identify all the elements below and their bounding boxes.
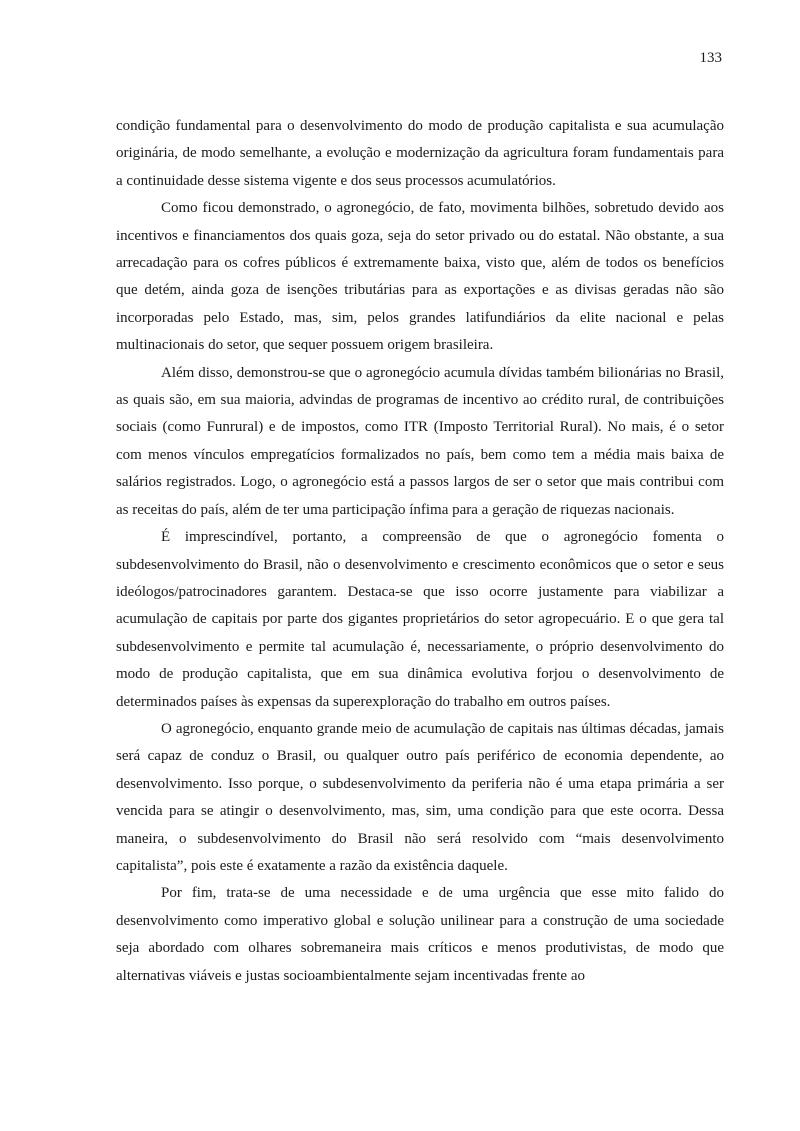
- paragraph-1: condição fundamental para o desenvolvimento do modo de produção capitalista e sua acumulação originária, de modo semelhante, a evolução e modernização da agricultura foram fundamentais para a continuidade desse sistema vigente e dos seus processos acumulatórios.: [116, 118, 724, 189]
- paragraph-4: É imprescindível, portanto, a compreensão de que o agronegócio fomenta o subdesenvolvimento do Brasil, não o desenvolvimento e crescimento econômicos que o setor e seus ideólogos/patrocinadores garantem. Destaca-se que isso ocorre justamente para viabilizar a acumulação de capitais por parte dos gigantes proprietários do setor agropecuário. E o que gera tal subdesenvolvimento e permite tal acumulação é, necessariamente, o próprio desenvolvimento do modo de produção capitalista, que em sua dinâmica evolutiva forjou o desenvolvimento de determinados países às expensas da superexploração do trabalho em outros países.: [116, 529, 724, 710]
- paragraph-3: Além disso, demonstrou-se que o agronegócio acumula dívidas também bilionárias no Brasil, as quais são, em sua maioria, advindas de programas de incentivo ao crédito rural, de contribuições sociais (como Funrural) e de impostos, como ITR (Imposto Territorial Rural). No mais, é o setor com menos vínculos empregatícios formalizados no país, bem como tem a média mais baixa de salários registrados. Logo, o agronegócio está a passos largos de ser o setor que mais contribui com as receitas do país, além de ter uma participação ínfima para a geração de riquezas nacionais.: [116, 364, 724, 518]
- page-number: 133: [699, 50, 722, 66]
- paragraph-2: Como ficou demonstrado, o agronegócio, de fato, movimenta bilhões, sobretudo devido aos incentivos e financiamentos dos quais goza, seja do setor privado ou do estatal. Não obstante, a sua arrecadação para os cofres públicos é extremamente baixa, visto que, além de todos os benefícios que detém, ainda goza de isenções tributárias para as exportações e as divisas geradas não são incorporadas pelo Estado, mas, sim, pelos grandes latifundiários da elite nacional e pelas multinacionais do setor, que sequer possuem origem brasileira.: [116, 200, 724, 354]
- body-text: [116, 113, 724, 990]
- paragraph-5: O agronegócio, enquanto grande meio de acumulação de capitais nas últimas décadas, jamais será capaz de conduz o Brasil, ou qualquer outro país periférico de economia dependente, ao desenvolvimento. Isso porque, o subdesenvolvimento da periferia não é uma etapa primária a ser vencida para se atingir o desenvolvimento, mas, sim, uma condição para que este ocorra. Dessa maneira, o subdesenvolvimento do Brasil não será resolvido com “mais desenvolvimento capitalista”, pois este é exatamente a razão da existência daquele.: [116, 720, 724, 874]
- paragraph-6: Por fim, trata-se de uma necessidade e de uma urgência que esse mito falido do desenvolvimento como imperativo global e solução unilinear para a construção de uma sociedade seja abordado com olhares sobremaneira mais críticos e menos produtivistas, de modo que alternativas viáveis e justas socioambientalmente sejam incentivadas frente ao: [116, 885, 724, 984]
